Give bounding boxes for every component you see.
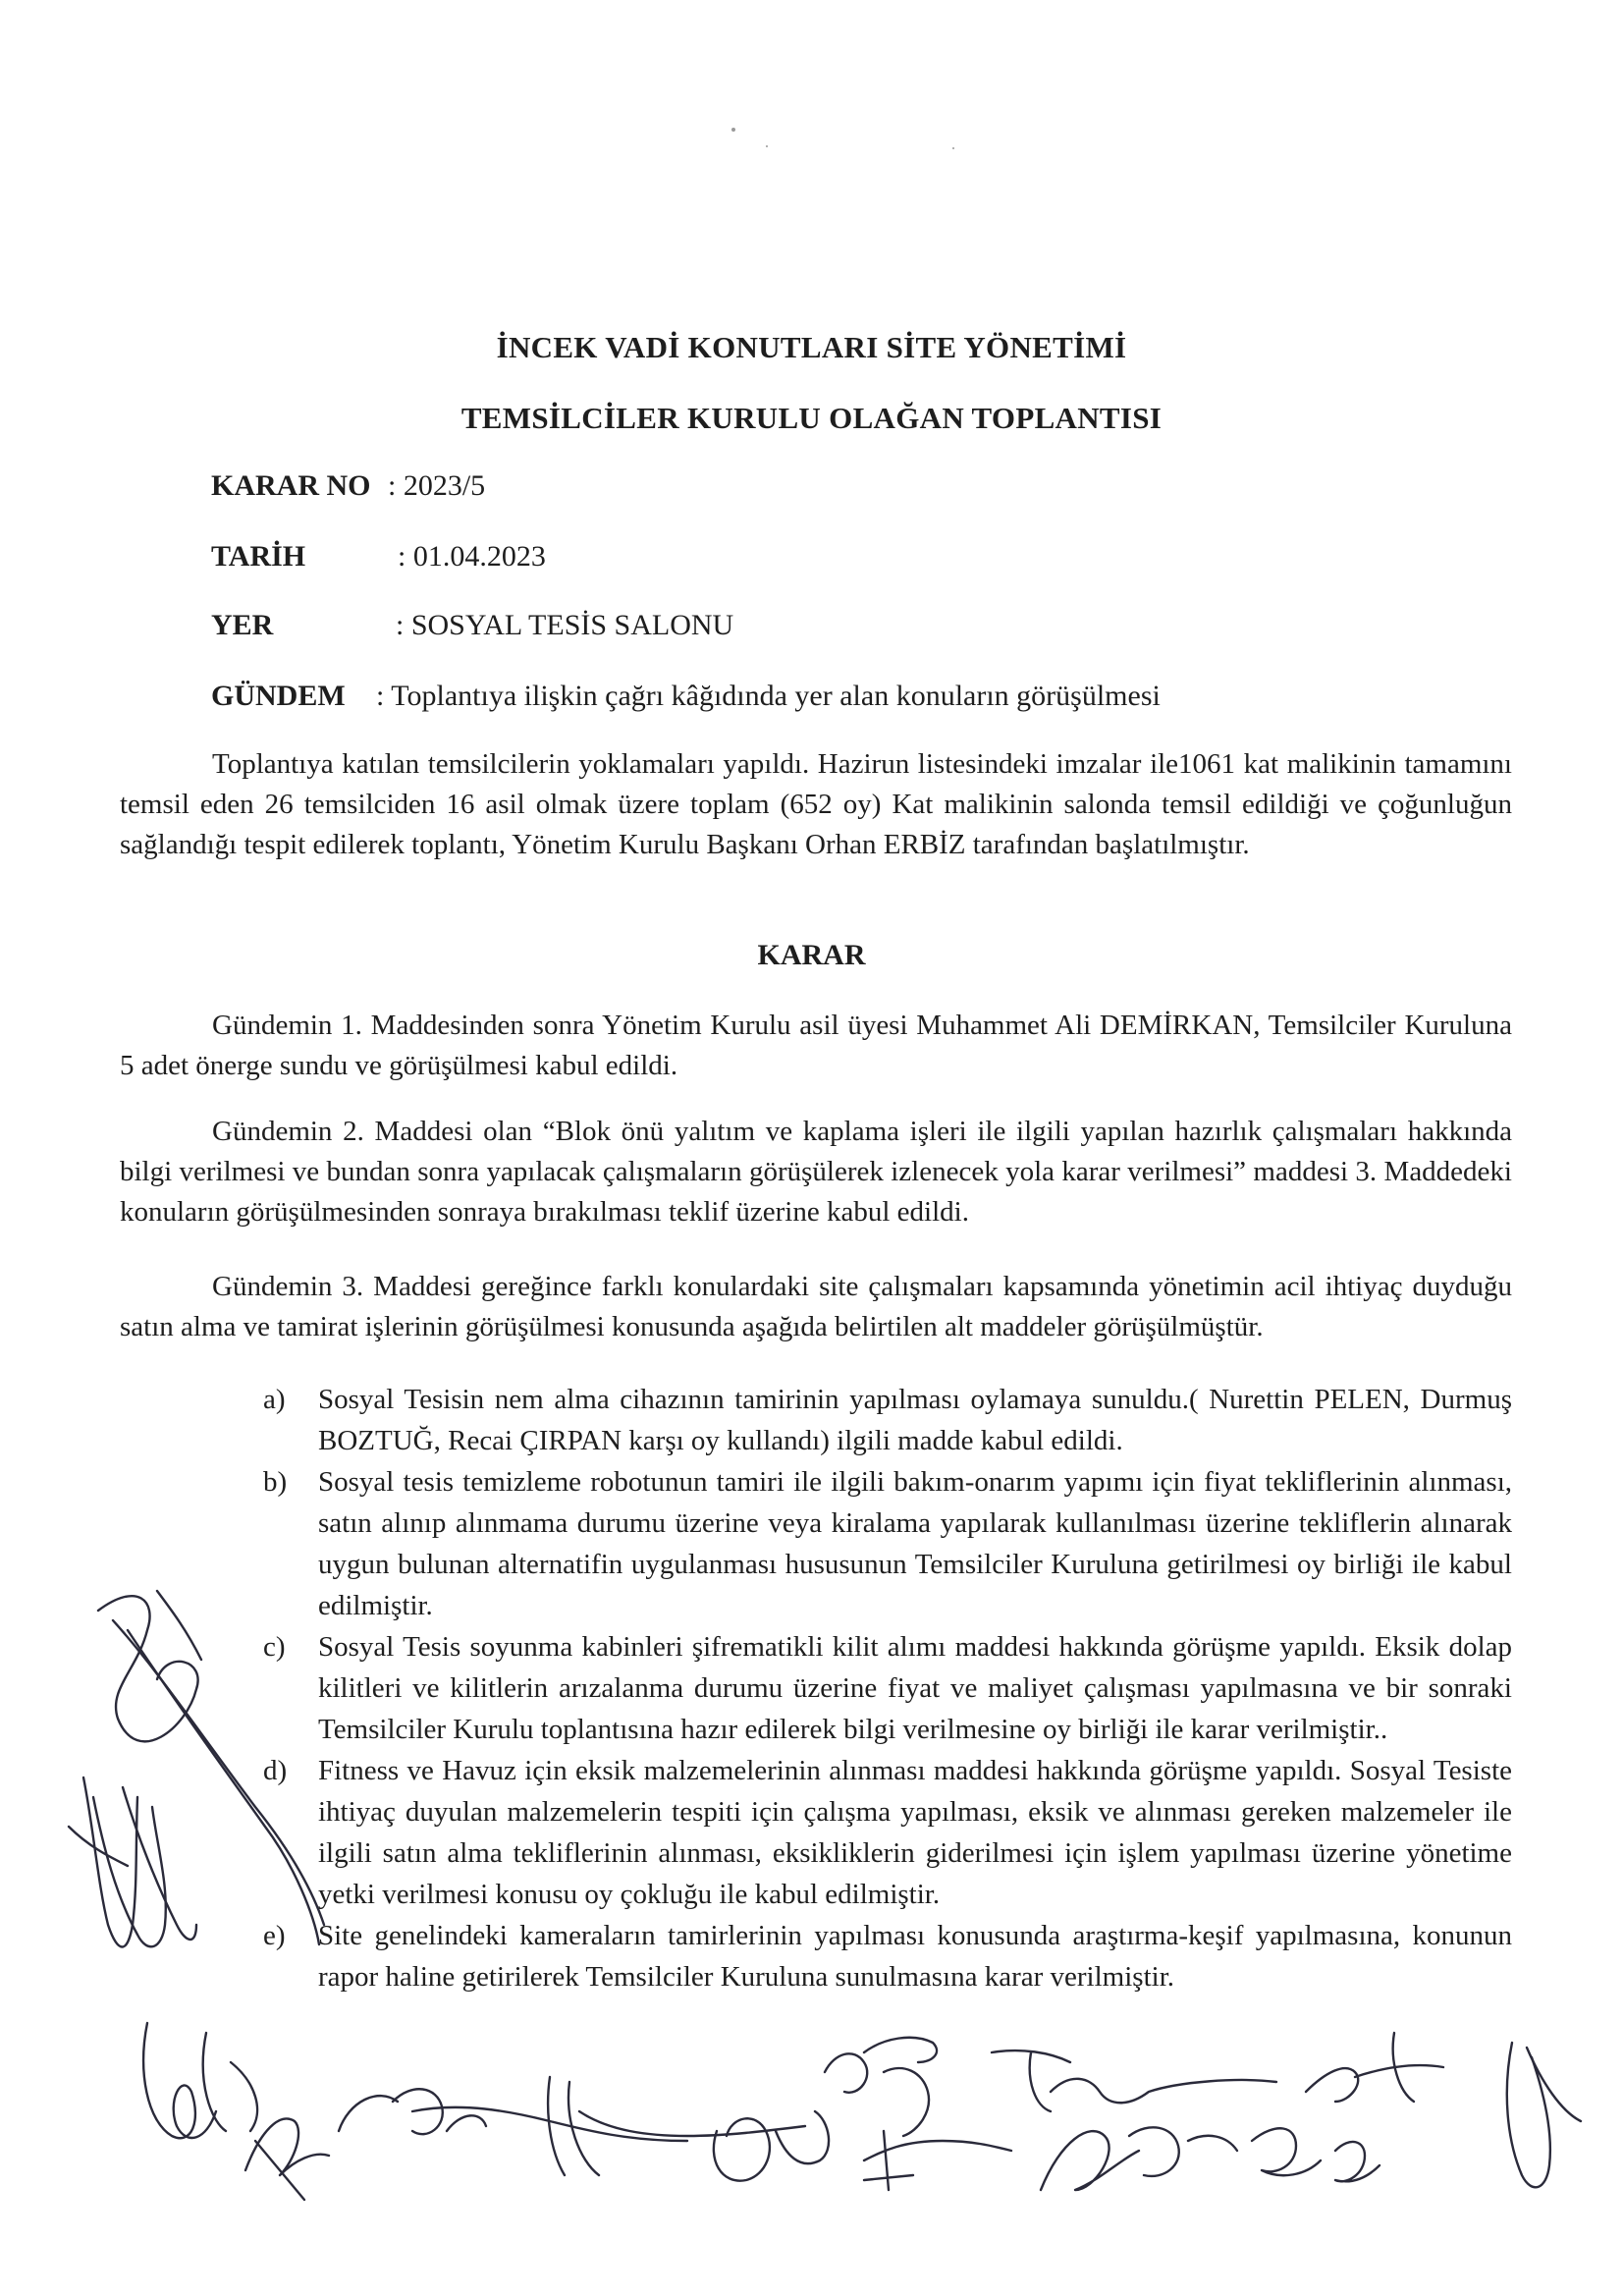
yer-label: YER xyxy=(211,609,274,641)
scan-speck xyxy=(766,145,768,147)
item-text: Site genelindeki kameraların tamirlerinin yapılması konusunda araştırma-keşif yapılmasına, konunun rapor haline getirilerek Temsilciler Kuruluna sunulmasına karar verilmiştir. xyxy=(318,1920,1512,1993)
item-text: Sosyal Tesis soyunma kabinleri şifrematikli kilit alımı maddesi hakkında görüşme yapıldı. Eksik dolap kilitleri ve kilitlerin arızalanma durumu üzerine fiyat ve maliyet çalışması yapılmasına ve bir sonraki Temsilciler Kurulu toplantısına hazır edilerek bilgi verilmesine oy birliği ile karar verilmiştir.. xyxy=(318,1631,1512,1745)
tarih-row xyxy=(211,540,546,574)
gundem-label: GÜNDEM xyxy=(211,680,346,712)
item-text: Fitness ve Havuz için eksik malzemelerinin alınması maddesi hakkında görüşme yapıldı. Sosyal Tesiste ihtiyaç duyulan malzemelerin tespiti için çalışma yapılması, eksik ve alınması gereken malzemeler ile ilgili satın alma tekliflerinin alınması, eksikliklerin giderilmesi için işlem yapılması üzerine yönetime yetki verilmesi konusu oy çokluğu ile kabul edilmiştir. xyxy=(318,1755,1512,1910)
title-line-2: TEMSİLCİLER KURULU OLAĞAN TOPLANTISI xyxy=(460,401,1163,435)
scan-speck xyxy=(952,147,954,149)
gundem-row xyxy=(211,680,1161,713)
item-marker: c) xyxy=(263,1631,286,1663)
list-item xyxy=(263,1750,1512,1915)
list-item xyxy=(263,1461,1512,1626)
list-item xyxy=(263,1626,1512,1750)
paragraph-2: Gündemin 2. Maddesi olan “Blok önü yalıtım ve kaplama işleri ile ilgili yapılan hazırlık çalışmaları hakkında bilgi verilmesi ve bundan sonra yapılacak çalışmaların görüşülerek izlenecek yola karar verilmesi” maddesi 3. Maddedeki konuların görüşülmesinden sonraya bırakılması teklif üzerine kabul edildi. xyxy=(120,1116,1512,1228)
intro-paragraph: Toplantıya katılan temsilcilerin yoklamaları yapıldı. Hazirun listesindeki imzalar ile1061 kat malikinin tamamını temsil eden 26 temsilciden 16 asil olmak üzere toplam (652 oy) Kat malikinin salonda temsil edildiği ve çoğunluğun sağlandığı tespit edilerek toplantı, Yönetim Kurulu Başkanı Orhan ERBİZ tarafından başlatılmıştır. xyxy=(120,748,1512,860)
item-text: Sosyal tesis temizleme robotunun tamiri ile ilgili bakım-onarım yapımı için fiyat tekliflerinin alınması, satın alınıp alınmama durumu üzerine veya kiralama yapılarak kullanılması üzerine tekliflerin alınarak uygun bulunan alternatifin uygulanması hususunun Temsilciler Kuruluna getirilmesi oy birliği ile kabul edilmiştir. xyxy=(318,1466,1512,1621)
list-item xyxy=(263,1915,1512,1997)
yer-row xyxy=(211,609,734,642)
karar-title: KARAR xyxy=(757,939,866,971)
title-line-1: İNCEK VADİ KONUTLARI SİTE YÖNETİMİ xyxy=(496,330,1127,364)
yer-value: : SOSYAL TESİS SALONU xyxy=(396,609,734,641)
item-marker: e) xyxy=(263,1920,286,1951)
paragraph-1: Gündemin 1. Maddesinden sonra Yönetim Kurulu asil üyesi Muhammet Ali DEMİRKAN, Temsilciler Kuruluna 5 adet önerge sundu ve görüşülmesi kabul edildi. xyxy=(120,1010,1512,1081)
tarih-label: TARİH xyxy=(211,540,306,573)
item-marker: d) xyxy=(263,1755,288,1786)
item-text: Sosyal Tesisin nem alma cihazının tamirinin yapılması oylamaya sunuldu.( Nurettin PELEN, Durmuş BOZTUĞ, Recai ÇIRPAN karşı oy kullandı) ilgili madde kabul edildi. xyxy=(318,1384,1512,1456)
item-marker: b) xyxy=(263,1466,288,1498)
karar-no-row xyxy=(211,469,486,503)
bottom-signature-row xyxy=(143,2023,1581,2200)
tarih-value: : 01.04.2023 xyxy=(398,540,546,573)
list-item xyxy=(263,1379,1512,1461)
decision-list xyxy=(263,1379,1512,1997)
karar-no-value: : 2023/5 xyxy=(388,469,486,502)
paragraph-3: Gündemin 3. Maddesi gereğince farklı konulardaki site çalışmaları kapsamında yönetimin acil ihtiyaç duyduğu satın alma ve tamirat işlerinin görüşülmesi konusunda aşağıda belirtilen alt maddeler görüşülmüştür. xyxy=(120,1271,1512,1342)
scan-speck xyxy=(731,128,735,132)
karar-no-label: KARAR NO xyxy=(211,469,371,502)
gundem-value: : Toplantıya ilişkin çağrı kâğıdında yer alan konuların görüşülmesi xyxy=(376,680,1161,712)
item-marker: a) xyxy=(263,1384,286,1415)
